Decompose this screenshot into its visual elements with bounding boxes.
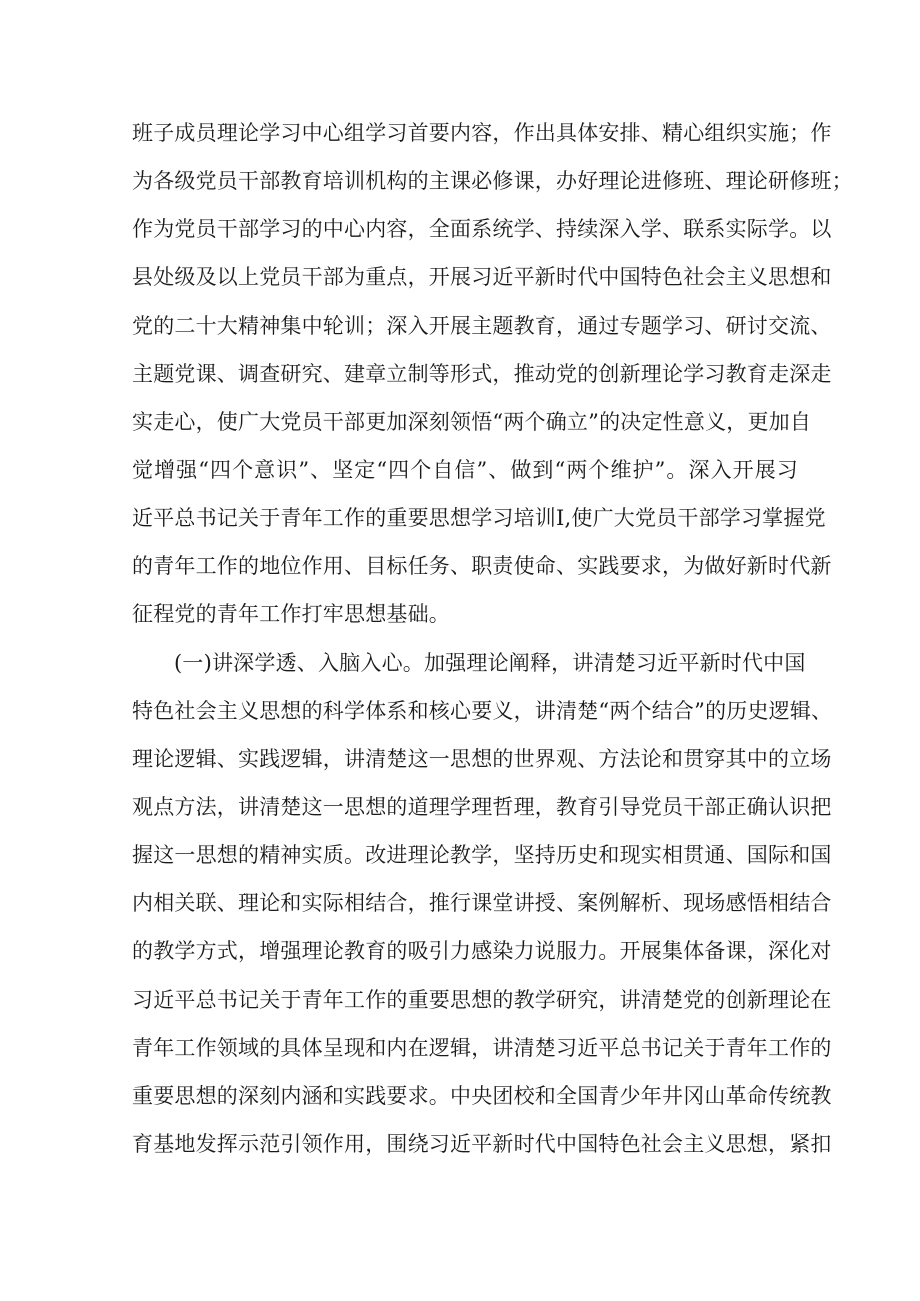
document-body [132, 114, 853, 1173]
text-line: 理论逻辑、实践逻辑，讲清楚这一思想的世界观、方法论和贯穿其中的立场 [132, 746, 832, 771]
text-line: 党的二十大精神集中轮训；深入开展主题教育，通过专题学习、研讨交流、 [132, 313, 832, 338]
text-line: 观点方法，讲清楚这一思想的道理学理哲理，教育引导党员干部正确认识把 [132, 794, 832, 819]
text-line: 育基地发挥示范引领作用，围绕习近平新时代中国特色社会主义思想，紧扣 [132, 1131, 832, 1156]
section-heading-line: (一)讲深学透、入脑入心。加强理论阐释，讲清楚习近平新时代中国 [174, 650, 806, 675]
text-line: 握这一思想的精神实质。改进理论教学，坚持历史和现实相贯通、国际和国 [132, 843, 832, 868]
text-line: 作为党员干部学习的中心内容，全面系统学、持续深入学、联系实际学。以 [132, 217, 832, 242]
text-line: 习近平总书记关于青年工作的重要思想的教学研究，讲清楚党的创新理论在 [132, 987, 832, 1012]
text-line: 主题党课、调查研究、建章立制等形式，推动党的创新理论学习教育走深走 [132, 361, 832, 386]
text-line: 青年工作领域的具体呈现和内在逻辑，讲清楚习近平总书记关于青年工作的 [132, 1035, 832, 1060]
text-line: 内相关联、理论和实际相结合，推行课堂讲授、案例解析、现场感悟相结合 [132, 891, 832, 916]
text-line: 的教学方式，增强理论教育的吸引力感染力说服力。开展集体备课，深化对 [132, 939, 832, 964]
paragraph-end-line: 征程党的青年工作打牢思想基础。 [132, 602, 450, 627]
text-line: 觉增强“四个意识”、坚定“四个自信”、做到“两个维护”。深入开展习 [132, 457, 798, 482]
text-line: 近平总书记关于青年工作的重要思想学习培训I,使广大党员干部学习掌握党 [132, 506, 826, 531]
text-line: 特色社会主义思想的科学体系和核心要义，讲清楚“两个结合”的历史逻辑、 [132, 698, 833, 723]
text-line: 实走心，使广大党员干部更加深刻领悟“两个确立”的决定性意义，更加自 [132, 409, 812, 434]
text-line: 班子成员理论学习中心组学习首要内容，作出具体安排、精心组织实施；作 [132, 121, 832, 145]
text-line: 为各级党员干部教育培训机构的主课必修课，办好理论进修班、理论研修班； [132, 169, 853, 194]
text-line: 县处级及以上党员干部为重点，开展习近平新时代中国特色社会主义思想和 [132, 265, 832, 290]
text-line: 的青年工作的地位作用、目标任务、职责使命、实践要求，为做好新时代新 [132, 554, 832, 579]
text-line: 重要思想的深刻内涵和实践要求。中央团校和全国青少年井冈山革命传统教 [132, 1083, 832, 1108]
